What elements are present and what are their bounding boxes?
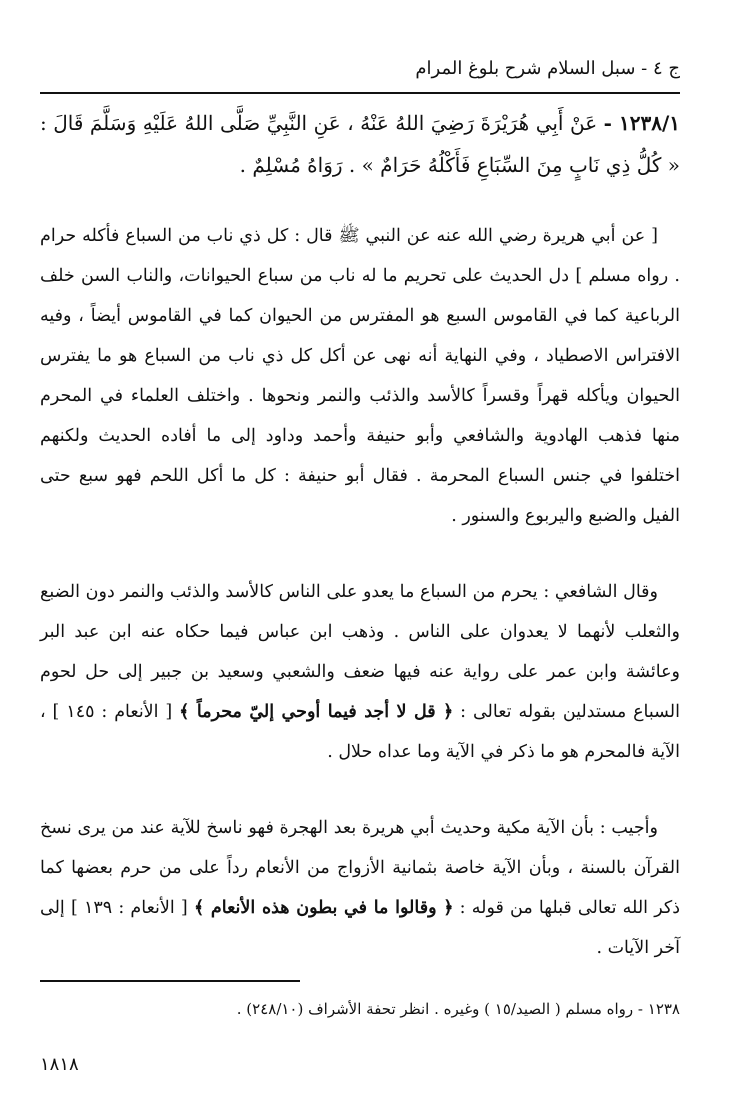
commentary-text-3b: [ الأنعام : ١٣٩ ] إلى آخر الآيات . <box>40 898 680 958</box>
hadith-body: عَنْ أَبِي هُرَيْرَةَ رَضِيَ اللهُ عَنْهُ ، عَنِ النَّبِيِّ صَلَّى اللهُ عَلَيْهِ وَسَلَّمَ قَالَ : « كُلُّ ذِي نَابٍ مِنَ السِّبَاعِ فَأَكْلُهُ حَرَامٌ » . رَوَاهُ مُسْلِمٌ . <box>40 111 680 177</box>
hadith-number: ١٢٣٨/١ - <box>603 111 681 135</box>
commentary-text-2a: وقال الشافعي : يحرم من السباع ما يعدو على الناس كالأسد والذئب والنمر دون الضبع والثعلب لأنهما لا يعدوان على الناس . وذهب ابن عباس فيما حكاه عنه ابن عبد البر وعائشة وابن عمر على رواية عنه فيها ضعف والشعبي وسعيد بن جبير إلى حل لحوم السباع مستدلين بقوله تعالى : <box>40 582 680 722</box>
footnote-divider <box>40 980 300 982</box>
running-header: ج ٤ - سبل السلام شرح بلوغ المرام <box>415 58 680 79</box>
header-divider <box>40 92 680 94</box>
footnote: ١٢٣٨ - رواه مسلم ( الصيد/١٥ ) وغيره . انظر تحفة الأشراف (٢٤٨/١٠) . <box>236 1000 680 1018</box>
hadith-text <box>40 102 680 186</box>
quran-quote-2: ﴿ وقالوا ما في بطون هذه الأنعام ﴾ <box>193 898 454 918</box>
quran-quote-1: ﴿ قل لا أجد فيما أوحي إليّ محرماً ﴾ <box>179 702 454 722</box>
commentary-paragraph-2 <box>40 572 680 772</box>
commentary-text-1: [ عن أبي هريرة رضي الله عنه عن النبي ﷺ قال : كل ذي ناب من السباع فأكله حرام . رواه مسلم ] دل الحديث على تحريم ما له ناب من سباع الحيوانات، والناب السن خلف الرباعية كما في القاموس السبع هو المفترس من الحيوان كما في القاموس أيضاً ، وفيه الافتراس الاصطياد ، وفي النهاية أنه نهى عن أكل كل ذي ناب من السباع هو ما يفترس الحيوان ويأكله قهراً وقسراً كالأسد والذئب والنمر ونحوها . واختلف العلماء في المحرم منها فذهب الهادوية والشافعي وأبو حنيفة وأحمد وداود إلى ما أفاده الحديث ولكنهم اختلفوا في جنس السباع المحرمة . فقال أبو حنيفة : كل ما أكل اللحم فهو سبع حتى الفيل والضبع واليربوع والسنور . <box>40 226 680 526</box>
page-number: ١٨١٨ <box>40 1054 79 1075</box>
commentary-paragraph-1 <box>40 216 680 536</box>
commentary-text-3a: وأجيب : بأن الآية مكية وحديث أبي هريرة بعد الهجرة فهو ناسخ للآية عند من يرى نسخ القرآن بالسنة ، وبأن الآية خاصة بثمانية الأزواج من الأنعام رداً على من حرم بعضها كما ذكر الله تعالى قبلها من قوله : <box>40 818 681 918</box>
commentary-text-2b: [ الأنعام : ١٤٥ ] ، الآية فالمحرم هو ما ذكر في الآية وما عداه حلال . <box>40 702 680 762</box>
book-page <box>40 40 680 1080</box>
commentary-paragraph-3 <box>40 808 680 968</box>
